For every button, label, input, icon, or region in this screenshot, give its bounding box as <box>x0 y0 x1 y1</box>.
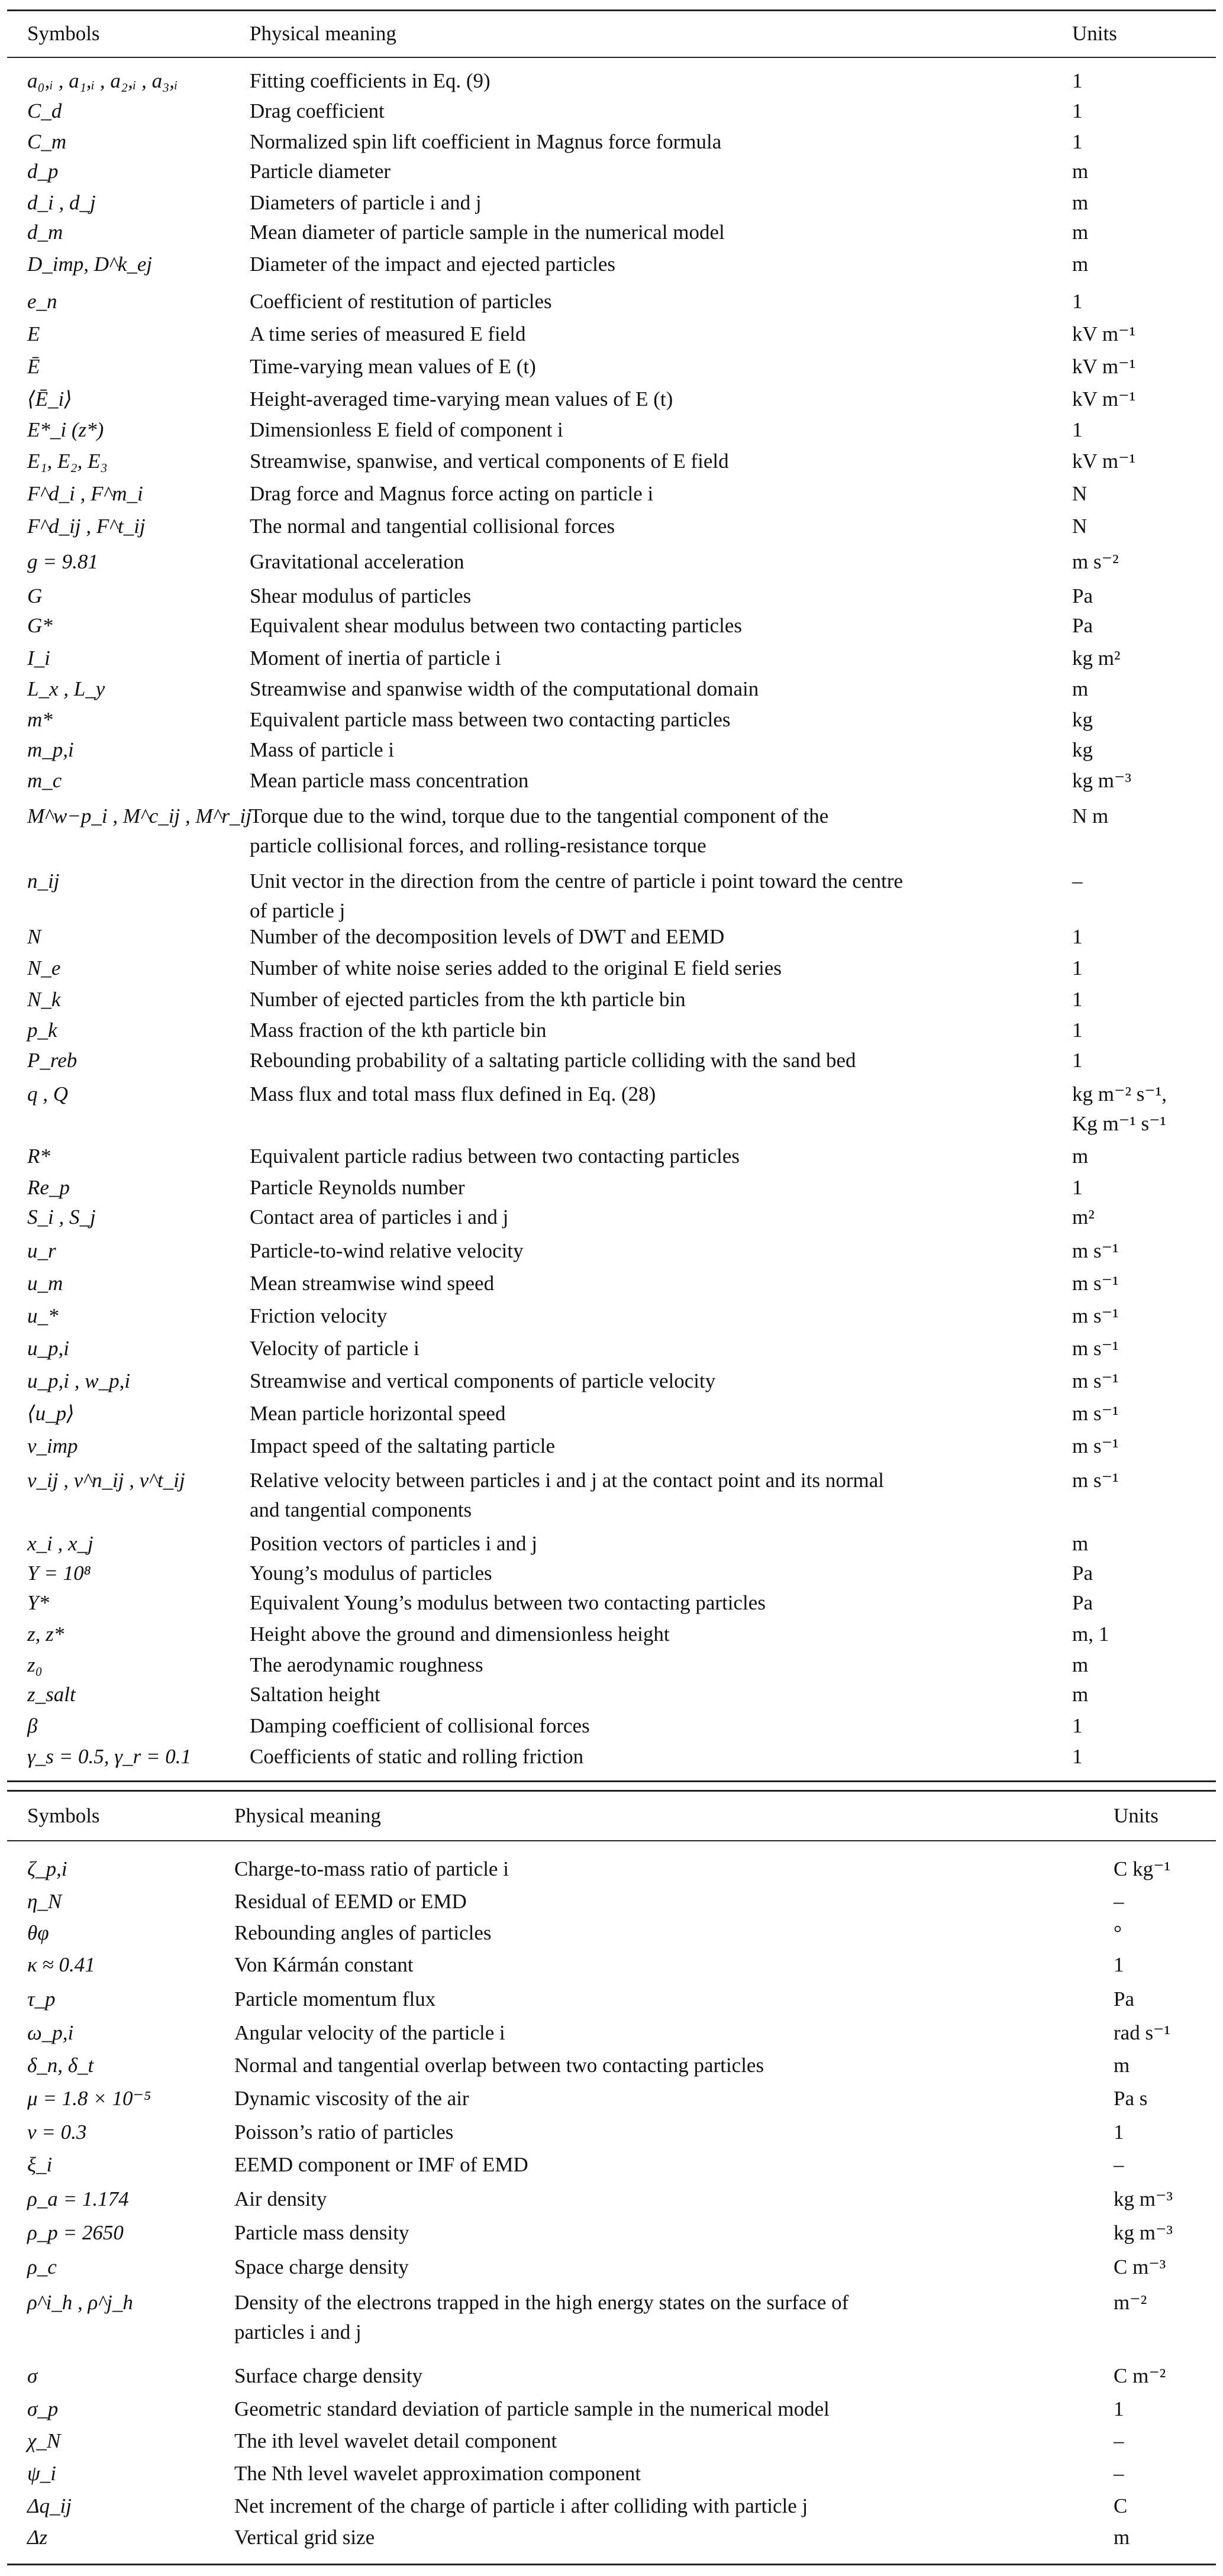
symbol-cell: m_c <box>27 769 62 792</box>
units-cell: kg <box>1072 738 1093 761</box>
symbol-cell: z, z* <box>27 1622 64 1646</box>
meaning-cell: Rebounding probability of a saltating particle colliding with the sand bed <box>250 1049 856 1072</box>
symbol-cell: η_N <box>27 1890 62 1913</box>
meaning-cell: The normal and tangential collisional forces <box>250 515 615 538</box>
symbol-cell: R* <box>27 1145 50 1168</box>
meaning-cell: Damping coefficient of collisional forces <box>250 1714 590 1737</box>
symbol-cell: ν = 0.3 <box>27 2121 87 2144</box>
units-cell: Pa <box>1114 1987 1134 2011</box>
meaning-cell: Young’s modulus of particles <box>250 1562 492 1585</box>
symbol-cell: C_d <box>27 99 62 122</box>
units-cell: m <box>1072 191 1089 214</box>
meaning-cell: Mass of particle i <box>250 738 394 761</box>
meaning-cell: Particle-to-wind relative velocity <box>250 1239 524 1262</box>
symbol-cell: d_i , d_j <box>27 191 96 214</box>
meaning-cell: Friction velocity <box>250 1304 388 1327</box>
meaning-cell: Relative velocity between particles i and j at the contact point and its normal <box>250 1469 885 1492</box>
table1-header-meaning: Physical meaning <box>250 22 396 45</box>
meaning-cell: Geometric standard deviation of particle sample in the numerical model <box>234 2397 830 2420</box>
symbol-cell: ζ_p,i <box>27 1857 67 1880</box>
meaning-cell: Space charge density <box>234 2255 409 2278</box>
meaning-cell: Density of the electrons trapped in the high energy states on the surface of <box>234 2291 849 2314</box>
meaning-cell: Shear modulus of particles <box>250 584 472 607</box>
symbol-cell: β <box>27 1714 38 1737</box>
meaning-cell: Normal and tangential overlap between two contacting particles <box>234 2054 764 2077</box>
units-cell: Pa <box>1072 1591 1093 1614</box>
units-cell: 1 <box>1072 1745 1083 1768</box>
units-cell: 1 <box>1072 290 1083 313</box>
units-cell: kg <box>1072 708 1093 731</box>
units-cell: kg m⁻³ <box>1114 2187 1173 2210</box>
symbol-cell: a₀,ᵢ , a₁,ᵢ , a₂,ᵢ , a₃,ᵢ <box>27 69 178 92</box>
units-cell: kg m⁻³ <box>1114 2221 1173 2244</box>
symbol-cell: Δz <box>27 2526 48 2549</box>
table1-header-symbols: Symbols <box>27 22 100 45</box>
symbol-cell: Ē <box>27 355 40 378</box>
symbol-cell: u_* <box>27 1304 59 1327</box>
table2-bottom-rule <box>7 2564 1216 2565</box>
symbol-cell: p_k <box>27 1019 57 1042</box>
units-cell: m s⁻¹ <box>1072 1337 1119 1360</box>
symbol-cell: Y = 10⁸ <box>27 1562 91 1585</box>
symbol-cell: μ = 1.8 × 10⁻⁵ <box>27 2087 151 2110</box>
symbol-cell: ρ_a = 1.174 <box>27 2187 129 2210</box>
meaning-cell: Air density <box>234 2187 327 2210</box>
meaning-cell: Unit vector in the direction from the centre of particle i point toward the centre <box>250 870 903 893</box>
symbol-cell: G* <box>27 614 53 637</box>
meaning-cell: Height above the ground and dimensionless height <box>250 1622 670 1646</box>
units-cell: – <box>1114 2429 1124 2452</box>
symbol-cell: δ_n, δ_t <box>27 2054 94 2077</box>
units-cell: m s⁻¹ <box>1072 1434 1119 1457</box>
units-cell-continued: Kg m⁻¹ s⁻¹ <box>1072 1112 1167 1135</box>
symbol-cell: u_r <box>27 1239 56 1262</box>
meaning-cell: Particle momentum flux <box>234 1987 436 2011</box>
meaning-cell: Angular velocity of the particle i <box>234 2021 505 2044</box>
meaning-cell: Mean diameter of particle sample in the numerical model <box>250 221 725 244</box>
meaning-cell: Fitting coefficients in Eq. (9) <box>250 69 491 92</box>
symbol-cell: τ_p <box>27 1987 56 2011</box>
units-cell: m s⁻¹ <box>1072 1272 1119 1295</box>
meaning-cell: Streamwise and vertical components of particle velocity <box>250 1369 716 1392</box>
symbol-cell: F^d_ij , F^t_ij <box>27 515 146 538</box>
units-cell: 1 <box>1072 1176 1083 1199</box>
symbol-cell: e_n <box>27 290 57 313</box>
meaning-cell-continued: of particle j <box>250 899 346 922</box>
symbol-cell: χ_N <box>27 2429 61 2452</box>
units-cell: m <box>1072 1145 1089 1168</box>
meaning-cell: Mean streamwise wind speed <box>250 1272 495 1295</box>
table2-header-rule <box>7 1840 1216 1841</box>
units-cell: kV m⁻¹ <box>1072 450 1136 473</box>
meaning-cell: Normalized spin lift coefficient in Magnus force formula <box>250 130 722 153</box>
symbol-cell: u_p,i , w_p,i <box>27 1369 131 1392</box>
symbol-cell: E <box>27 322 40 345</box>
symbol-cell: g = 9.81 <box>27 550 98 573</box>
symbol-cell: κ ≈ 0.41 <box>27 1953 95 1976</box>
symbol-cell: n_ij <box>27 870 60 893</box>
symbol-cell: v_imp <box>27 1434 78 1457</box>
units-cell: ° <box>1114 1921 1122 1944</box>
units-cell: kg m⁻² s⁻¹, <box>1072 1082 1167 1106</box>
units-cell: C kg⁻¹ <box>1114 1857 1171 1880</box>
meaning-cell: The Nth level wavelet approximation component <box>234 2462 641 2485</box>
meaning-cell: Coefficients of static and rolling friction <box>250 1745 584 1768</box>
meaning-cell: Number of white noise series added to the original E field series <box>250 956 782 980</box>
meaning-cell: Von Kármán constant <box>234 1953 414 1976</box>
meaning-cell: Streamwise and spanwise width of the computational domain <box>250 677 759 700</box>
units-cell: Pa <box>1072 1562 1093 1585</box>
table2-header-symbols: Symbols <box>27 1804 100 1827</box>
symbol-cell: ρ_p = 2650 <box>27 2221 124 2244</box>
meaning-cell: Surface charge density <box>234 2364 423 2387</box>
meaning-cell: Poisson’s ratio of particles <box>234 2121 454 2144</box>
symbol-cell: N_k <box>27 988 61 1011</box>
symbol-cell: γ_s = 0.5, γ_r = 0.1 <box>27 1745 192 1768</box>
meaning-cell: Torque due to the wind, torque due to the tangential component of the <box>250 804 829 828</box>
units-cell: kV m⁻¹ <box>1072 355 1136 378</box>
meaning-cell: Mean particle horizontal speed <box>250 1402 506 1425</box>
symbol-cell: Δq_ij <box>27 2494 72 2517</box>
units-cell: – <box>1114 2153 1124 2176</box>
symbol-cell: ρ^i_h , ρ^j_h <box>27 2291 133 2314</box>
meaning-cell: Drag force and Magnus force acting on particle i <box>250 482 654 505</box>
symbol-cell: ρ_c <box>27 2255 57 2278</box>
symbol-cell: N_e <box>27 956 61 980</box>
meaning-cell-continued: particles i and j <box>234 2320 362 2344</box>
meaning-cell: The aerodynamic roughness <box>250 1653 483 1676</box>
units-cell: m⁻² <box>1114 2291 1147 2314</box>
symbol-cell: I_i <box>27 647 50 670</box>
units-cell: N <box>1072 515 1088 538</box>
symbol-cell: σ_p <box>27 2397 59 2420</box>
table2-header-units: Units <box>1114 1804 1159 1827</box>
units-cell: m <box>1114 2526 1130 2549</box>
symbol-cell: E₁, E₂, E₃ <box>27 450 108 473</box>
symbol-cell: ⟨u_p⟩ <box>27 1402 75 1425</box>
meaning-cell: Mass fraction of the kth particle bin <box>250 1019 547 1042</box>
symbol-cell: P_reb <box>27 1049 78 1072</box>
symbol-cell: m_p,i <box>27 738 74 761</box>
units-cell: m s⁻¹ <box>1072 1369 1119 1392</box>
symbol-cell: m* <box>27 708 53 731</box>
meaning-cell: Gravitational acceleration <box>250 550 464 573</box>
units-cell: m <box>1114 2054 1130 2077</box>
meaning-cell: Number of the decomposition levels of DWT and EEMD <box>250 925 725 948</box>
symbol-cell: d_m <box>27 221 63 244</box>
meaning-cell: EEMD component or IMF of EMD <box>234 2153 528 2176</box>
symbol-cell: Re_p <box>27 1176 70 1199</box>
table1-bottom-rule <box>7 1780 1216 1782</box>
meaning-cell: Equivalent Young’s modulus between two contacting particles <box>250 1591 766 1614</box>
meaning-cell: Particle diameter <box>250 160 391 183</box>
symbol-cell: ψ_i <box>27 2462 56 2485</box>
symbol-cell: L_x , L_y <box>27 677 105 700</box>
symbol-cell: ω_p,i <box>27 2021 74 2044</box>
symbol-cell: S_i , S_j <box>27 1205 96 1229</box>
meaning-cell: Coefficient of restitution of particles <box>250 290 552 313</box>
symbol-cell: C_m <box>27 130 67 153</box>
units-cell: m s⁻¹ <box>1072 1402 1119 1425</box>
meaning-cell: Height-averaged time-varying mean values of E (t) <box>250 387 673 411</box>
units-cell: kV m⁻¹ <box>1072 387 1136 411</box>
units-cell: N <box>1072 482 1088 505</box>
units-cell: m s⁻¹ <box>1072 1469 1119 1492</box>
units-cell: 1 <box>1072 418 1083 441</box>
units-cell: m <box>1072 1683 1089 1706</box>
units-cell: m s⁻² <box>1072 550 1119 573</box>
meaning-cell: Time-varying mean values of E (t) <box>250 355 536 378</box>
meaning-cell: Number of ejected particles from the kth particle bin <box>250 988 686 1011</box>
meaning-cell: Equivalent particle mass between two contacting particles <box>250 708 731 731</box>
meaning-cell: Position vectors of particles i and j <box>250 1532 538 1555</box>
meaning-cell: Streamwise, spanwise, and vertical components of E field <box>250 450 729 473</box>
units-cell: – <box>1072 870 1083 893</box>
units-cell: kV m⁻¹ <box>1072 322 1136 345</box>
meaning-cell: Equivalent particle radius between two contacting particles <box>250 1145 740 1168</box>
meaning-cell: Rebounding angles of particles <box>234 1921 492 1944</box>
meaning-cell-continued: particle collisional forces, and rolling-resistance torque <box>250 834 706 857</box>
units-cell: m <box>1072 1653 1089 1676</box>
symbol-cell: M^w−p_i , M^c_ij , M^r_ij <box>27 804 252 828</box>
meaning-cell: Saltation height <box>250 1683 380 1706</box>
table1-top-rule <box>7 9 1216 11</box>
symbol-cell: G <box>27 584 43 607</box>
symbol-cell: q , Q <box>27 1082 69 1106</box>
units-cell: kg m² <box>1072 647 1121 670</box>
units-cell: 1 <box>1114 1953 1124 1976</box>
symbol-cell: x_i , x_j <box>27 1532 93 1555</box>
units-cell: rad s⁻¹ <box>1114 2021 1171 2044</box>
units-cell: 1 <box>1072 1714 1083 1737</box>
units-cell: – <box>1114 2462 1124 2485</box>
units-cell: Pa <box>1072 614 1093 637</box>
symbol-cell: z_salt <box>27 1683 76 1706</box>
meaning-cell: Particle mass density <box>234 2221 409 2244</box>
units-cell: m <box>1072 253 1089 276</box>
units-cell: m <box>1072 160 1089 183</box>
meaning-cell: Drag coefficient <box>250 99 385 122</box>
symbol-cell: z₀ <box>27 1653 43 1676</box>
symbol-cell: F^d_i , F^m_i <box>27 482 143 505</box>
meaning-cell: Impact speed of the saltating particle <box>250 1434 556 1457</box>
units-cell: 1 <box>1072 69 1083 92</box>
units-cell: 1 <box>1114 2121 1124 2144</box>
symbol-cell: u_p,i <box>27 1337 69 1360</box>
table2-header-meaning: Physical meaning <box>234 1804 381 1827</box>
units-cell: m, 1 <box>1072 1622 1109 1646</box>
meaning-cell: Residual of EEMD or EMD <box>234 1890 467 1913</box>
units-cell: 1 <box>1072 925 1083 948</box>
table2-top-rule <box>7 1790 1216 1792</box>
meaning-cell: A time series of measured E field <box>250 322 526 345</box>
symbol-cell: D_imp, D^k_ej <box>27 253 153 276</box>
units-cell: m <box>1072 1532 1089 1555</box>
meaning-cell: Contact area of particles i and j <box>250 1205 509 1229</box>
symbol-cell: N <box>27 925 41 948</box>
meaning-cell: Dynamic viscosity of the air <box>234 2087 469 2110</box>
units-cell: Pa <box>1072 584 1093 607</box>
units-cell: C m⁻³ <box>1114 2255 1166 2278</box>
meaning-cell: The ith level wavelet detail component <box>234 2429 557 2452</box>
meaning-cell: Particle Reynolds number <box>250 1176 465 1199</box>
units-cell: m <box>1072 677 1089 700</box>
table1-header-rule <box>7 57 1216 58</box>
symbol-cell: E*_i (z*) <box>27 418 104 441</box>
meaning-cell: Charge-to-mass ratio of particle i <box>234 1857 509 1880</box>
symbol-cell: ⟨Ē_i⟩ <box>27 387 72 411</box>
symbol-cell: u_m <box>27 1272 63 1295</box>
meaning-cell: Mean particle mass concentration <box>250 769 529 792</box>
units-cell: 1 <box>1072 130 1083 153</box>
symbol-cell: d_p <box>27 160 59 183</box>
meaning-cell: Mass flux and total mass flux defined in Eq. (28) <box>250 1082 656 1106</box>
meaning-cell: Net increment of the charge of particle i after colliding with particle j <box>234 2494 808 2517</box>
meaning-cell: Velocity of particle i <box>250 1337 420 1360</box>
meaning-cell: Diameter of the impact and ejected particles <box>250 253 616 276</box>
units-cell: m <box>1072 221 1089 244</box>
symbol-cell: v_ij , v^n_ij , v^t_ij <box>27 1469 185 1492</box>
units-cell: C <box>1114 2494 1128 2517</box>
meaning-cell-continued: and tangential components <box>250 1498 472 1521</box>
meaning-cell: Equivalent shear modulus between two contacting particles <box>250 614 742 637</box>
units-cell: kg m⁻³ <box>1072 769 1131 792</box>
units-cell: N m <box>1072 804 1109 828</box>
table1-header-units: Units <box>1072 22 1117 45</box>
symbol-cell: Y* <box>27 1591 49 1614</box>
units-cell: m² <box>1072 1205 1095 1229</box>
meaning-cell: Moment of inertia of particle i <box>250 647 501 670</box>
units-cell: 1 <box>1072 988 1083 1011</box>
units-cell: m s⁻¹ <box>1072 1304 1119 1327</box>
units-cell: 1 <box>1114 2397 1124 2420</box>
meaning-cell: Diameters of particle i and j <box>250 191 482 214</box>
units-cell: 1 <box>1072 1019 1083 1042</box>
units-cell: C m⁻² <box>1114 2364 1166 2387</box>
symbol-cell: θφ <box>27 1921 49 1944</box>
meaning-cell: Vertical grid size <box>234 2526 375 2549</box>
units-cell: m s⁻¹ <box>1072 1239 1119 1262</box>
units-cell: Pa s <box>1114 2087 1148 2110</box>
units-cell: 1 <box>1072 99 1083 122</box>
meaning-cell: Dimensionless E field of component i <box>250 418 563 441</box>
units-cell: 1 <box>1072 1049 1083 1072</box>
symbol-cell: σ <box>27 2364 38 2387</box>
symbol-cell: ξ_i <box>27 2153 53 2176</box>
units-cell: 1 <box>1072 956 1083 980</box>
units-cell: – <box>1114 1890 1124 1913</box>
